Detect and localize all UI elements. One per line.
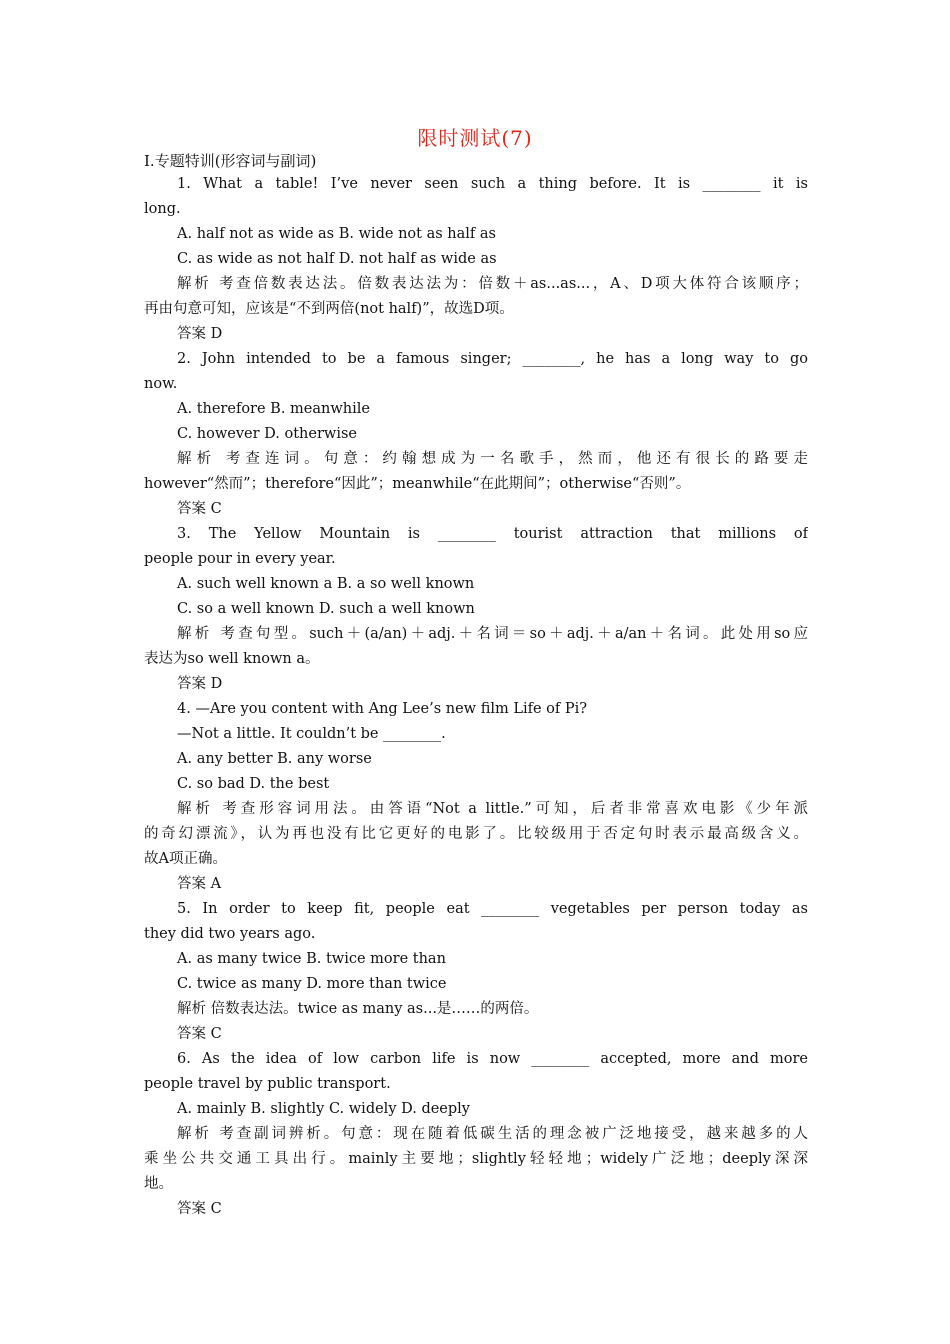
text-line: long. xyxy=(144,201,181,217)
text-line: C. so bad D. the best xyxy=(177,776,330,792)
text-line: C. so a well known D. such a well known xyxy=(177,601,475,617)
text-line: however“然而”；therefore“因此”；meanwhile“在此期间”；otherwise“否则”。 xyxy=(144,476,691,492)
text-line: 1. What a table! I’ve never seen such a thing before. It is ________ it is xyxy=(177,176,808,192)
text-line: 答案 D xyxy=(177,326,223,342)
text-line: people pour in every year. xyxy=(144,551,336,567)
text-line: A. any better B. any worse xyxy=(177,751,372,767)
text-line: C. twice as many D. more than twice xyxy=(177,976,447,992)
text-line: 的奇幻漂流》，认为再也没有比它更好的电影了。比较级用于否定句时表示最高级含义。 xyxy=(144,826,808,842)
text-line: 答案 A xyxy=(177,876,222,892)
text-line: 地。 xyxy=(144,1176,173,1192)
text-line: people travel by public transport. xyxy=(144,1076,391,1092)
text-line: 乘坐公共交通工具出行。mainly主要地；slightly轻轻地；widely广泛地；deeply深深 xyxy=(144,1151,808,1167)
text-line: 解析 考查句型。such＋(a/an)＋adj.＋名词＝so＋adj.＋a/an＋名词。此处用so应 xyxy=(177,626,808,642)
text-line: 3. The Yellow Mountain is ________ tourist attraction that millions of xyxy=(177,526,808,542)
text-line: 答案 C xyxy=(177,1026,222,1042)
section-heading: Ⅰ.专题特训(形容词与副词) xyxy=(144,152,317,170)
text-line: 解析 考查副词辨析。句意：现在随着低碳生活的理念被广泛地接受，越来越多的人 xyxy=(177,1126,808,1142)
text-line: —Not a little. It couldn’t be ________. xyxy=(177,726,446,742)
text-line: A. therefore B. meanwhile xyxy=(177,401,370,417)
text-line: A. as many twice B. twice more than xyxy=(177,951,446,967)
text-line: 2. John intended to be a famous singer; ________, he has a long way to go xyxy=(177,351,808,367)
text-line: 故A项正确。 xyxy=(144,851,227,867)
text-line: 解析 考查倍数表达法。倍数表达法为：倍数＋as...as...，A、D项大体符合该顺序； xyxy=(177,276,808,292)
text-line: 6. As the idea of low carbon life is now ________ accepted, more and more xyxy=(177,1051,808,1067)
text-line: C. however D. otherwise xyxy=(177,426,357,442)
text-line: 答案 D xyxy=(177,676,223,692)
text-line: A. such well known a B. a so well known xyxy=(177,576,475,592)
text-line: 答案 C xyxy=(177,501,222,517)
question-content xyxy=(144,172,808,1222)
text-line: 解析 考查连词。句意：约翰想成为一名歌手，然而，他还有很长的路要走 xyxy=(177,451,808,467)
text-line: 再由句意可知，应该是“不到两倍(not half)”，故选D项。 xyxy=(144,301,514,317)
text-line: they did two years ago. xyxy=(144,926,316,942)
text-line: 表达为so well known a。 xyxy=(144,651,320,667)
page-title: 限时测试(7) xyxy=(417,126,533,150)
text-line: 答案 C xyxy=(177,1201,222,1217)
text-line: 5. In order to keep fit, people eat ________ vegetables per person today as xyxy=(177,901,808,917)
text-line: 解析 考查形容词用法。由答语“Not a little.”可知，后者非常喜欢电影《少年派 xyxy=(177,801,808,817)
text-line: A. half not as wide as B. wide not as half as xyxy=(177,226,496,242)
text-line: now. xyxy=(144,376,178,392)
text-line: 解析 倍数表达法。twice as many as...是……的两倍。 xyxy=(177,1001,539,1017)
text-line: A. mainly B. slightly C. widely D. deeply xyxy=(177,1101,471,1117)
text-line: 4. —Are you content with Ang Lee’s new film Life of Pi? xyxy=(177,701,588,717)
text-line: C. as wide as not half D. not half as wide as xyxy=(177,251,497,267)
